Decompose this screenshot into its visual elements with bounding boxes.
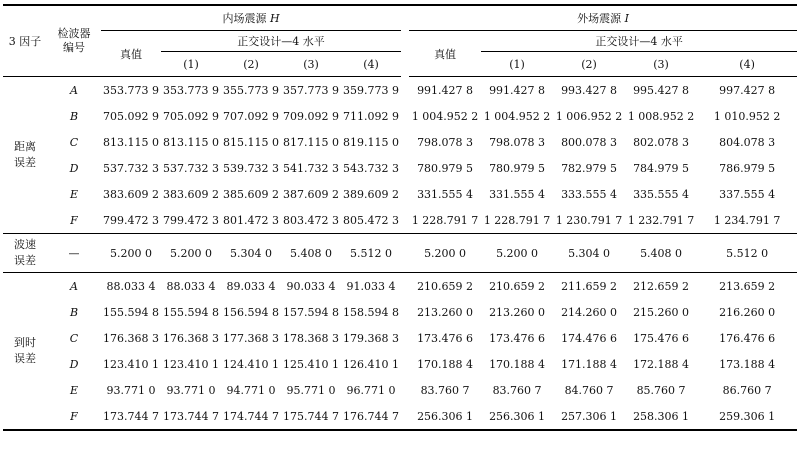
h-true-value: 93.771 0 bbox=[106, 383, 156, 397]
i-level-3-value: 212.659 2 bbox=[625, 273, 697, 300]
level-h-1: (1) bbox=[161, 52, 221, 77]
detector-id: C bbox=[69, 331, 79, 345]
gap-cell bbox=[401, 77, 409, 104]
h-level-2-value: 156.594 8 bbox=[223, 305, 279, 319]
i-true-value: 798.078 3 bbox=[417, 135, 474, 149]
i-level-2-value: 1 230.791 7 bbox=[555, 213, 623, 227]
level-h-3: (3) bbox=[281, 52, 341, 77]
group-i-label: 外场震源 bbox=[577, 12, 625, 25]
i-level-2-value: 211.659 2 bbox=[553, 273, 625, 300]
i-true-value: 256.306 1 bbox=[409, 403, 481, 430]
i-level-4-value: 1 234.791 7 bbox=[713, 213, 781, 227]
section-label-line1: 波速 bbox=[14, 238, 36, 251]
detector-id: D bbox=[69, 161, 79, 175]
h-level-1-value: 176.368 3 bbox=[163, 331, 219, 345]
i-level-1-value: 173.476 6 bbox=[489, 331, 546, 345]
i-level-4-value: 176.476 6 bbox=[719, 331, 776, 345]
h-level-3-value: 709.092 9 bbox=[283, 109, 339, 123]
group-h-var: H bbox=[269, 12, 280, 25]
h-level-4-value: 819.115 0 bbox=[343, 135, 400, 149]
h-level-2-value: 355.773 9 bbox=[223, 83, 279, 97]
group-i-var: I bbox=[624, 12, 630, 25]
i-level-1-value: 991.427 8 bbox=[489, 83, 546, 97]
i-level-3-value: 172.188 4 bbox=[633, 357, 690, 371]
h-level-2-value: 707.092 9 bbox=[223, 109, 279, 123]
i-true-value: 331.555 4 bbox=[417, 187, 474, 201]
i-true-value: 210.659 2 bbox=[409, 273, 481, 300]
h-level-2-value: 94.771 0 bbox=[226, 383, 276, 397]
h-level-1-value: 383.609 2 bbox=[163, 187, 219, 201]
detector-id: — bbox=[47, 234, 101, 273]
data-table bbox=[3, 4, 797, 431]
table-row bbox=[3, 207, 797, 234]
true-value-i: 真值 bbox=[409, 31, 481, 77]
h-true-value: 383.609 2 bbox=[103, 187, 159, 201]
h-level-3-value: 817.115 0 bbox=[283, 135, 339, 149]
i-level-3-value: 5.408 0 bbox=[625, 234, 697, 273]
gap-cell bbox=[401, 273, 409, 300]
i-level-3-value: 85.760 7 bbox=[636, 383, 686, 397]
i-true-value: 5.200 0 bbox=[409, 234, 481, 273]
table-row bbox=[3, 181, 797, 207]
table-row bbox=[3, 77, 797, 104]
section-label-line2: 误差 bbox=[14, 352, 36, 365]
i-level-1-value: 331.555 4 bbox=[489, 187, 546, 201]
i-level-4-value: 997.427 8 bbox=[719, 83, 776, 97]
table-row bbox=[3, 273, 797, 300]
table-row bbox=[3, 129, 797, 155]
i-level-4-value: 337.555 4 bbox=[719, 187, 776, 201]
h-level-2-value: 801.472 3 bbox=[223, 213, 279, 227]
h-level-1-value: 155.594 8 bbox=[163, 305, 219, 319]
i-level-3-value: 175.476 6 bbox=[633, 331, 690, 345]
i-level-3-value: 784.979 5 bbox=[633, 161, 690, 175]
i-level-3-value: 1 232.791 7 bbox=[627, 213, 695, 227]
h-level-4-value: 711.092 9 bbox=[343, 109, 400, 123]
i-level-3-value: 215.260 0 bbox=[633, 305, 690, 319]
h-level-1-value: 353.773 9 bbox=[163, 83, 219, 97]
i-level-2-value: 800.078 3 bbox=[561, 135, 618, 149]
h-level-4-value: 91.033 4 bbox=[341, 273, 401, 300]
h-level-3-value: 178.368 3 bbox=[283, 331, 339, 345]
level-i-3: (3) bbox=[625, 52, 697, 77]
table-row bbox=[3, 299, 797, 325]
section-label-line1: 距离 bbox=[14, 140, 36, 153]
level-i-1: (1) bbox=[481, 52, 553, 77]
h-level-3-value: 803.472 3 bbox=[283, 213, 339, 227]
h-level-3-value: 387.609 2 bbox=[283, 187, 339, 201]
h-true-value: 176.368 3 bbox=[103, 331, 159, 345]
i-level-2-value: 993.427 8 bbox=[561, 83, 618, 97]
group-h-header bbox=[101, 5, 401, 31]
h-level-2-value: 124.410 1 bbox=[223, 357, 279, 371]
h-true-value: 353.773 9 bbox=[103, 83, 159, 97]
i-level-1-value: 1 004.952 2 bbox=[483, 109, 551, 123]
table-row bbox=[3, 325, 797, 351]
h-level-3-value: 357.773 9 bbox=[283, 83, 339, 97]
detector-header-line1: 检波器 bbox=[57, 27, 91, 40]
i-true-value: 1 004.952 2 bbox=[411, 109, 479, 123]
h-level-1-value: 123.410 1 bbox=[163, 357, 219, 371]
i-level-2-value: 1 006.952 2 bbox=[555, 109, 623, 123]
i-true-value: 170.188 4 bbox=[417, 357, 474, 371]
i-level-1-value: 798.078 3 bbox=[489, 135, 546, 149]
h-level-4-value: 805.472 3 bbox=[343, 213, 400, 227]
detector-header-line2: 编号 bbox=[63, 41, 85, 54]
h-level-1-value: 813.115 0 bbox=[163, 135, 219, 149]
gap-cell bbox=[401, 377, 409, 403]
detector-id: D bbox=[69, 357, 79, 371]
gap-cell bbox=[401, 155, 409, 181]
gap-cell bbox=[401, 403, 409, 430]
h-level-3-value: 90.033 4 bbox=[281, 273, 341, 300]
i-level-3-value: 995.427 8 bbox=[633, 83, 690, 97]
h-level-1-value: 93.771 0 bbox=[166, 383, 216, 397]
group-h-label: 内场震源 bbox=[222, 12, 270, 25]
gap-cell bbox=[401, 52, 409, 77]
h-level-4-value: 176.744 7 bbox=[341, 403, 401, 430]
gap-cell bbox=[401, 181, 409, 207]
i-level-4-value: 216.260 0 bbox=[719, 305, 776, 319]
section-label-line1: 到时 bbox=[14, 336, 36, 349]
table-row bbox=[3, 103, 797, 129]
h-true-value: 5.200 0 bbox=[101, 234, 161, 273]
i-true-value: 83.760 7 bbox=[420, 383, 470, 397]
h-true-value: 173.744 7 bbox=[101, 403, 161, 430]
orth-design-i: 正交设计—4 水平 bbox=[481, 31, 797, 52]
i-level-2-value: 171.188 4 bbox=[561, 357, 618, 371]
i-level-4-value: 213.659 2 bbox=[697, 273, 797, 300]
h-true-value: 799.472 3 bbox=[103, 213, 159, 227]
section-label-line2: 误差 bbox=[14, 156, 36, 169]
i-level-2-value: 174.476 6 bbox=[561, 331, 618, 345]
gap-cell bbox=[401, 325, 409, 351]
level-i-4: (4) bbox=[697, 52, 797, 77]
table-body bbox=[3, 77, 797, 431]
i-level-2-value: 782.979 5 bbox=[561, 161, 618, 175]
gap-cell bbox=[401, 129, 409, 155]
i-true-value: 780.979 5 bbox=[417, 161, 474, 175]
detector-id: A bbox=[47, 273, 101, 300]
i-true-value: 173.476 6 bbox=[417, 331, 474, 345]
i-level-1-value: 213.260 0 bbox=[489, 305, 546, 319]
h-level-2-value: 177.368 3 bbox=[223, 331, 279, 345]
level-h-2: (2) bbox=[221, 52, 281, 77]
gap-cell bbox=[401, 31, 409, 52]
h-true-value: 123.410 1 bbox=[103, 357, 159, 371]
h-level-3-value: 95.771 0 bbox=[286, 383, 336, 397]
i-level-1-value: 83.760 7 bbox=[492, 383, 542, 397]
h-level-2-value: 89.033 4 bbox=[221, 273, 281, 300]
gap-cell bbox=[401, 234, 409, 273]
i-true-value: 213.260 0 bbox=[417, 305, 474, 319]
h-level-4-value: 158.594 8 bbox=[343, 305, 400, 319]
group-i-header bbox=[409, 5, 797, 31]
i-level-1-value: 1 228.791 7 bbox=[483, 213, 551, 227]
i-level-3-value: 335.555 4 bbox=[633, 187, 690, 201]
i-level-1-value: 256.306 1 bbox=[481, 403, 553, 430]
i-level-1-value: 5.200 0 bbox=[481, 234, 553, 273]
table-row bbox=[3, 403, 797, 430]
i-true-value: 1 228.791 7 bbox=[411, 213, 479, 227]
level-h-4: (4) bbox=[341, 52, 401, 77]
gap-cell bbox=[401, 5, 409, 31]
h-level-2-value: 539.732 3 bbox=[223, 161, 279, 175]
i-level-3-value: 258.306 1 bbox=[625, 403, 697, 430]
table-row bbox=[3, 234, 797, 273]
h-level-4-value: 96.771 0 bbox=[346, 383, 396, 397]
h-level-4-value: 389.609 2 bbox=[343, 187, 400, 201]
h-true-value: 705.092 9 bbox=[103, 109, 159, 123]
h-true-value: 155.594 8 bbox=[103, 305, 159, 319]
gap-cell bbox=[401, 351, 409, 377]
h-level-4-value: 359.773 9 bbox=[343, 83, 400, 97]
h-true-value: 88.033 4 bbox=[101, 273, 161, 300]
i-level-2-value: 214.260 0 bbox=[561, 305, 618, 319]
section-label bbox=[3, 234, 47, 273]
detector-id: B bbox=[69, 109, 79, 123]
detector-id: F bbox=[70, 213, 78, 227]
h-level-4-value: 179.368 3 bbox=[343, 331, 400, 345]
section-label bbox=[3, 77, 47, 234]
h-level-4-value: 5.512 0 bbox=[341, 234, 401, 273]
table-row bbox=[3, 351, 797, 377]
i-level-2-value: 333.555 4 bbox=[561, 187, 618, 201]
h-level-1-value: 173.744 7 bbox=[161, 403, 221, 430]
i-level-1-value: 170.188 4 bbox=[489, 357, 546, 371]
gap-cell bbox=[401, 299, 409, 325]
h-level-3-value: 175.744 7 bbox=[281, 403, 341, 430]
section-label bbox=[3, 273, 47, 431]
h-level-2-value: 174.744 7 bbox=[221, 403, 281, 430]
i-level-4-value: 259.306 1 bbox=[697, 403, 797, 430]
h-level-2-value: 385.609 2 bbox=[223, 187, 279, 201]
i-level-4-value: 5.512 0 bbox=[697, 234, 797, 273]
i-level-2-value: 84.760 7 bbox=[564, 383, 614, 397]
i-level-3-value: 802.078 3 bbox=[633, 135, 690, 149]
h-level-1-value: 799.472 3 bbox=[163, 213, 219, 227]
h-true-value: 537.732 3 bbox=[103, 161, 159, 175]
h-level-3-value: 5.408 0 bbox=[281, 234, 341, 273]
i-level-3-value: 1 008.952 2 bbox=[627, 109, 695, 123]
h-level-1-value: 705.092 9 bbox=[163, 109, 219, 123]
i-level-4-value: 804.078 3 bbox=[719, 135, 776, 149]
detector-id: E bbox=[69, 383, 79, 397]
detector-id: E bbox=[69, 187, 79, 201]
h-level-2-value: 5.304 0 bbox=[221, 234, 281, 273]
i-level-4-value: 786.979 5 bbox=[719, 161, 776, 175]
section-label-line2: 误差 bbox=[14, 254, 36, 267]
detector-id: F bbox=[47, 403, 101, 430]
table-row bbox=[3, 377, 797, 403]
factor-header: 3 因子 bbox=[3, 5, 47, 77]
i-level-4-value: 86.760 7 bbox=[722, 383, 772, 397]
orth-design-h: 正交设计—4 水平 bbox=[161, 31, 401, 52]
i-true-value: 991.427 8 bbox=[417, 83, 474, 97]
h-level-3-value: 541.732 3 bbox=[283, 161, 339, 175]
h-true-value: 813.115 0 bbox=[103, 135, 159, 149]
h-level-1-value: 88.033 4 bbox=[161, 273, 221, 300]
h-level-2-value: 815.115 0 bbox=[223, 135, 279, 149]
true-value-h: 真值 bbox=[101, 31, 161, 77]
level-i-2: (2) bbox=[553, 52, 625, 77]
detector-id: A bbox=[70, 83, 78, 97]
i-level-4-value: 173.188 4 bbox=[719, 357, 776, 371]
i-level-2-value: 5.304 0 bbox=[553, 234, 625, 273]
h-level-3-value: 157.594 8 bbox=[283, 305, 339, 319]
i-level-1-value: 210.659 2 bbox=[481, 273, 553, 300]
gap-cell bbox=[401, 207, 409, 234]
detector-id: C bbox=[69, 135, 79, 149]
gap-cell bbox=[401, 103, 409, 129]
h-level-1-value: 537.732 3 bbox=[163, 161, 219, 175]
detector-header bbox=[47, 5, 101, 77]
table-row bbox=[3, 155, 797, 181]
h-level-1-value: 5.200 0 bbox=[161, 234, 221, 273]
h-level-3-value: 125.410 1 bbox=[283, 357, 339, 371]
i-level-4-value: 1 010.952 2 bbox=[713, 109, 781, 123]
detector-id: B bbox=[69, 305, 79, 319]
i-level-2-value: 257.306 1 bbox=[553, 403, 625, 430]
h-level-4-value: 543.732 3 bbox=[343, 161, 400, 175]
i-level-1-value: 780.979 5 bbox=[489, 161, 546, 175]
h-level-4-value: 126.410 1 bbox=[343, 357, 400, 371]
